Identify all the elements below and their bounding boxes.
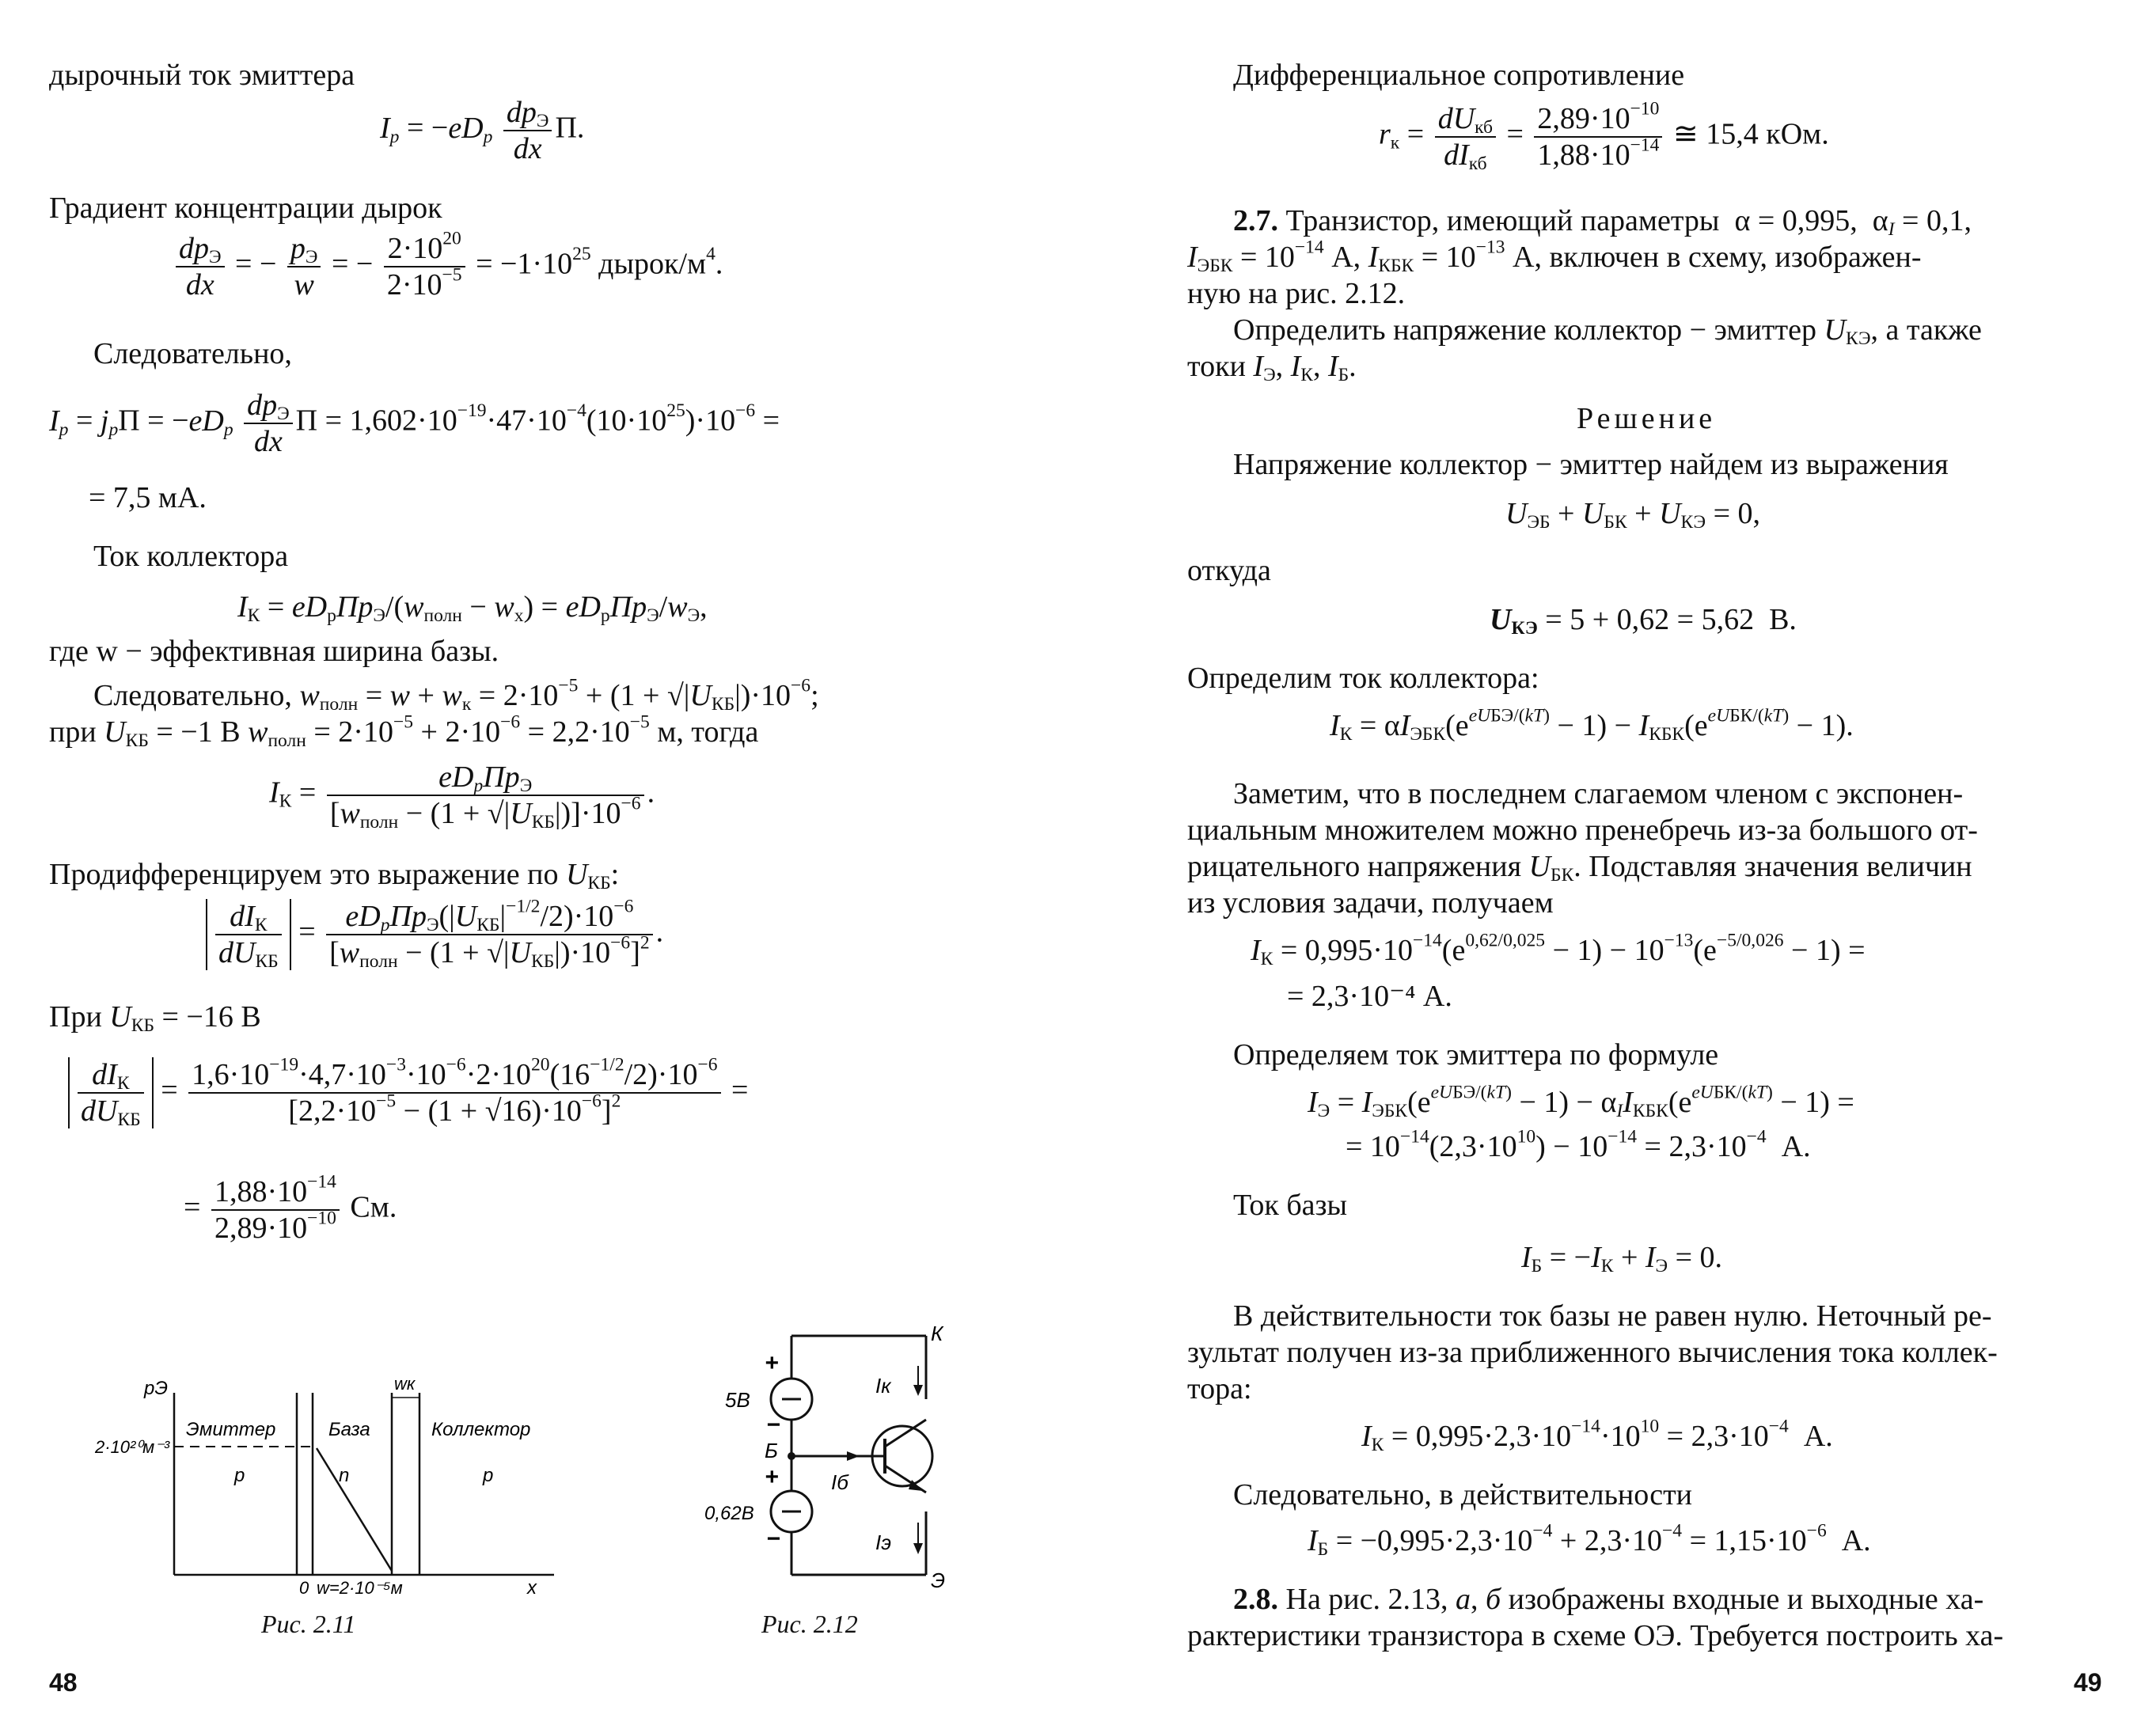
text-line: рицательного напряжения $U_{БК}$. Подставляя значения величин xyxy=(1187,850,1972,886)
equation: $U_{ЭБ} + U_{БК} + U_{КЭ} = 0$, xyxy=(1505,497,1761,533)
right-page xyxy=(1078,0,2156,1722)
emitter-node-label: Э xyxy=(931,1568,946,1592)
page-number: 49 xyxy=(2074,1668,2102,1697)
level-label: 2·10²⁰м⁻³ xyxy=(95,1437,170,1457)
text-line: где w − эффективная ширина базы. xyxy=(49,635,499,668)
equation: $\frac{dI_К}{dU_{КБ}}$ = $\frac{1,6\cdot 10^{-19}\cdot 4,7\cdot 10^{-3}\cdot 10^{-6}\cdot 2\cdot 10^{20}(16^{-1/2}/2)\cdot 10^{-6}}{[2,2\cdot 10^{-5} - (1 + √16)\cdot 10^{-6}]^2}$ = xyxy=(68,1057,748,1128)
minus-sign: − xyxy=(766,1412,780,1438)
text-line: Напряжение коллектор − эмиттер найдем из выражения xyxy=(1233,448,1949,481)
figure-caption: Рис. 2.12 xyxy=(761,1610,858,1638)
equation: $I_Б = -0,995\cdot 2,3\cdot 10^{-4} + 2,3\cdot 10^{-4} = 1,15\cdot 10^{-6}$ А. xyxy=(1308,1520,1871,1560)
emitter-label: Эмиттер xyxy=(186,1419,276,1440)
text-line: тора: xyxy=(1187,1372,1252,1405)
n-region-label: n xyxy=(339,1465,350,1486)
collector-label: Коллектор xyxy=(431,1419,531,1440)
p-region-label: p xyxy=(483,1465,494,1486)
text-line: Следовательно, xyxy=(93,337,292,370)
figure-2-11 xyxy=(87,1361,554,1599)
text-line: $I_{ЭБК} = 10^{-14}$ А, $I_{КБК} = 10^{-13}$ А, включен в схему, изображен- xyxy=(1187,237,1922,276)
page-number: 48 xyxy=(49,1668,78,1697)
text-line: При $U_{КБ} = -16$ В xyxy=(49,1000,261,1036)
equation: = $10^{-14}(2,3\cdot 10^{10}) - 10^{-14} = 2,3\cdot 10^{-4}$ А. xyxy=(1346,1126,1811,1163)
text-line: Ток базы xyxy=(1233,1189,1348,1222)
figure-caption: Рис. 2.11 xyxy=(261,1610,356,1638)
text-line: ную на рис. 2.12. xyxy=(1187,277,1406,310)
text-line: Ток коллектора xyxy=(93,540,289,573)
equation: = 2,3·10⁻⁴ А. xyxy=(1287,980,1452,1013)
base-node-label: Б xyxy=(765,1439,778,1462)
problem-number: 2.8. xyxy=(1233,1583,1278,1616)
section-heading: Решение xyxy=(1577,402,1717,435)
problem-statement: 2.8. На рис. 2.13, а, б изображены входные и выходные ха- xyxy=(1233,1583,1984,1616)
text-line: токи $I_Э$, $I_К$, $I_Б$. xyxy=(1187,350,1357,385)
equation: = 7,5 мА. xyxy=(89,481,207,514)
text-line: Следовательно, в действительности xyxy=(1233,1478,1693,1511)
origin-label: 0 xyxy=(299,1578,309,1598)
ie-label: Iэ xyxy=(875,1530,892,1554)
text-line: циальным множителем можно пренебречь из-за большого от- xyxy=(1187,814,1978,847)
minus-sign: − xyxy=(766,1526,780,1552)
text-line: Определим ток коллектора: xyxy=(1187,662,1539,695)
text-line: из условия задачи, получаем xyxy=(1187,886,1554,920)
ylabel: pЭ xyxy=(144,1378,168,1399)
equation: = $\frac{1,88\cdot 10^{-14}}{2,89\cdot 10^{-10}}$ См. xyxy=(184,1171,397,1245)
text-line: зультат получен из-за приближенного вычисления тока коллек- xyxy=(1187,1336,1998,1369)
text-line: Следовательно, $w_{полн} = w + w_к = 2\cdot 10^{-5} + (1 + √|U_{КБ}|)\cdot 10^{-6}$; xyxy=(93,675,819,715)
equation: $r_к$ = $\frac{dU_{кб}}{dI_{кб}}$ = $\frac{2,89\cdot 10^{-10}}{1,88\cdot 10^{-14}}$ ≅ 15,4 кОм. xyxy=(1379,98,1829,174)
text-line: откуда xyxy=(1187,554,1271,587)
equation: $U_{КЭ} = 5 + 0,62 = 5,62$ В. xyxy=(1490,603,1797,639)
wk-label: wк xyxy=(394,1374,416,1394)
equation: $I_К$ = $\frac{eD_pПp_Э}{[w_{полн} - (1 + √|U_{КБ}|)]\cdot 10^{-6}}$ . xyxy=(269,760,655,833)
text-line: Дифференциальное сопротивление xyxy=(1233,59,1685,92)
equation: $I_К = eD_pПp_Э/(w_{полн} - w_x) = eD_pПp_Э/w_Э$, xyxy=(237,590,708,626)
text-line: рактеристики транзистора в схеме ОЭ. Требуется построить ха- xyxy=(1187,1619,2004,1652)
equation: $I_p = j_pП = -eD_p$ $\frac{dp_Э}{dx}$ $П = 1,602\cdot 10^{-19}\cdot 47\cdot 10^{-4}(10\cdot 10^{25})\cdot 10^{-6}$ = xyxy=(49,389,780,458)
plus-sign: + xyxy=(765,1464,779,1490)
text-line: Определить напряжение коллектор − эмиттер $U_{КЭ}$, а также xyxy=(1233,313,1982,349)
problem-number: 2.7. xyxy=(1233,204,1278,237)
voltage-5v-label: 5В xyxy=(725,1388,750,1412)
equation: $I_К = 0,995\cdot 2,3\cdot 10^{-14}\cdot 10^{10} = 2,3\cdot 10^{-4}$ А. xyxy=(1361,1416,1833,1455)
equation: $I_p = -eD_p$ $\frac{dp_Э}{dx}$ П. xyxy=(380,96,585,165)
base-label: База xyxy=(328,1419,370,1440)
plus-sign: + xyxy=(765,1350,779,1376)
text-line: Градиент концентрации дырок xyxy=(49,192,442,225)
text-line: Продифференцируем это выражение по $U_{КБ}$: xyxy=(49,858,620,893)
voltage-062v-label: 0,62В xyxy=(704,1503,754,1524)
equation: $I_К = \alpha I_{ЭБК}(e^{eUБЭ/(kT)} - 1) - I_{КБК}(e^{eUБК/(kT)} - 1)$. xyxy=(1330,705,1854,745)
ib-label: Iб xyxy=(831,1470,848,1494)
figure-2-12 xyxy=(697,1314,958,1599)
text-line: В действительности ток базы не равен нулю. Неточный ре- xyxy=(1233,1299,1992,1333)
equation: $I_Б = -I_К + I_Э = 0$. xyxy=(1521,1241,1723,1276)
text-line: Определяем ток эмиттера по формуле xyxy=(1233,1038,1719,1072)
equation: $\frac{dI_К}{dU_{КБ}}$ = $\frac{eD_pПp_Э(|U_{КБ}|^{-1/2}/2)\cdot 10^{-6}}{[w_{полн} - (1 + √|U_{КБ}|)\cdot 10^{-6}]^2}$ . xyxy=(206,899,663,970)
w-value-label: w=2·10⁻⁵м xyxy=(317,1578,403,1598)
equation: $I_К = 0,995\cdot 10^{-14}(e^{0,62/0,025} - 1) - 10^{-13}(e^{-5/0,026} - 1)$ = xyxy=(1251,930,1866,969)
x-axis-label: x xyxy=(527,1577,537,1599)
problem-statement: 2.7. Транзистор, имеющий параметры α = 0,995, $\alpha_I = 0,1$, xyxy=(1233,204,1972,240)
ik-label: Iк xyxy=(875,1374,891,1398)
text-line: дырочный ток эмиттера xyxy=(49,59,355,92)
equation: $I_Э = I_{ЭБК}(e^{eUБЭ/(kT)} - 1) - \alpha_II_{КБК}(e^{eUБК/(kT)} - 1)$ = xyxy=(1308,1082,1854,1121)
text-line: Заметим, что в последнем слагаемом членом с экспонен- xyxy=(1233,777,1964,810)
equation: $\frac{dp_Э}{dx}$ = − $\frac{p_Э}{w}$ = − $\frac{2\cdot 10^{20}}{2\cdot 10^{-5}}$ = $-1\cdot 10^{25}$ дырок/$м^4$. xyxy=(173,231,723,302)
collector-node-label: К xyxy=(931,1322,943,1345)
p-region-label: p xyxy=(234,1465,245,1486)
text-line: при $U_{КБ} = -1$ В $w_{полн} = 2\cdot 10^{-5} + 2\cdot 10^{-6} = 2,2\cdot 10^{-5}$ м, тогда xyxy=(49,711,759,751)
